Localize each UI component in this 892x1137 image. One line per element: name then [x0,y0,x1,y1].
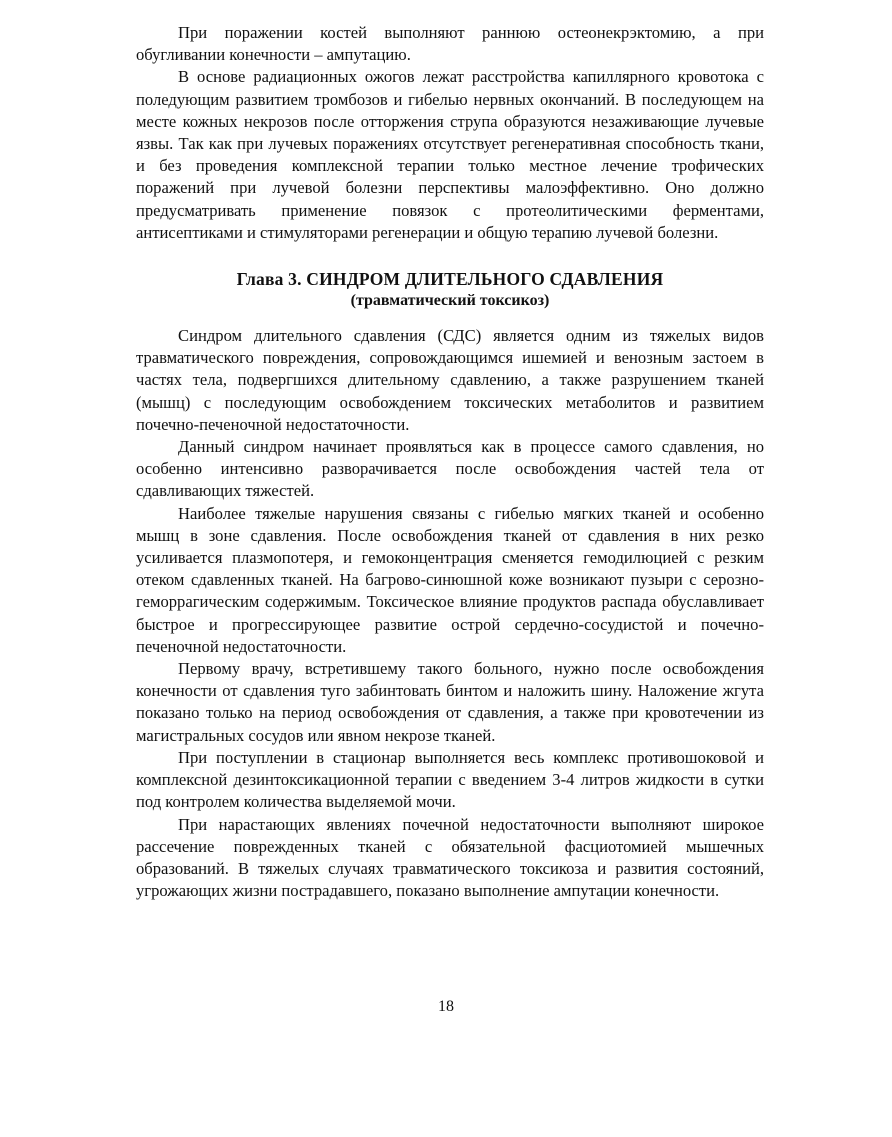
body-text [136,22,764,902]
chapter-subtitle: (травматический токсикоз) [350,292,550,310]
paragraph: При поражении костей выполняют раннюю остеонекрэктомию, а при обугливании конечности – ампутацию. [136,23,764,65]
chapter-title: Глава 3. СИНДРОМ ДЛИТЕЛЬНОГО СДАВЛЕНИЯ [236,269,664,290]
paragraph: При нарастающих явлениях почечной недостаточности выполняют широкое рассечение поврежденных тканей с обязательной фасциотомией мышечных образований. В тяжелых случаях травматического токсикоза и развития состояний, угрожающих жизни пострадавшего, показано выполнение ампутации конечности. [136,814,764,901]
paragraph: Наиболее тяжелые нарушения связаны с гибелью мягких тканей и особенно мышц в зоне сдавления. После освобождения тканей от сдавления в них резко усиливается плазмопотеря, и гемоконцентрация сменяется гемодилюцией с резким отеком сдавленных тканей. На багрово-синюшной коже возникают пузыри с серозно-геморрагическим содержимым. Токсическое влияние продуктов распада обуславливает быстрое и прогрессирующее развитие острой сердечно-сосудистой и почечно-печеночной недостаточности. [136,503,764,656]
chapter-heading [136,268,764,311]
paragraph: Синдром длительного сдавления (СДС) является одним из тяжелых видов травматического повреждения, сопровождающимся ишемией и венозным застоем в частях тела, подвергшихся длительному сдавлению, а также разрушением тканей (мышц) с последующим освобождением токсических метаболитов и развитием почечно-печеночной недостаточности. [136,326,764,434]
paragraph: В основе радиационных ожогов лежат расстройства капиллярного кровотока с поледующим развитием тромбозов и гибелью нервных окончаний. В последующем на месте кожных некрозов после отторжения струпа образуются незаживающие лучевые язвы. Так как при лучевых поражениях отсутствует регенеративная способность ткани, и без проведения комплексной терапии только местное лечение трофических поражений при лучевой болезни перспективы малоэффективно. Оно должно предусматривать применение повязок с протеолитическими ферментами, антисептиками и стимуляторами регенерации и общую терапию лучевой болезни. [136,67,764,242]
page-number: 18 [438,998,454,1015]
paragraph: При поступлении в стационар выполняется весь комплекс противошоковой и комплексной дезинтоксикационной терапии с введением 3-4 литров жидкости в сутки под контролем количества выделяемой мочи. [136,747,764,812]
paragraph: Первому врачу, встретившему такого больного, нужно после освобождения конечности от сдавления туго забинтовать бинтом и наложить шину. Наложение жгута показано только на период освобождения от сдавления, а также при кровотечении из магистральных сосудов или явном некрозе тканей. [136,659,764,745]
paragraph: Данный синдром начинает проявляться как в процессе самого сдавления, но особенно интенсивно разворачивается после освобождения частей тела от сдавливающих тяжестей. [136,437,764,501]
